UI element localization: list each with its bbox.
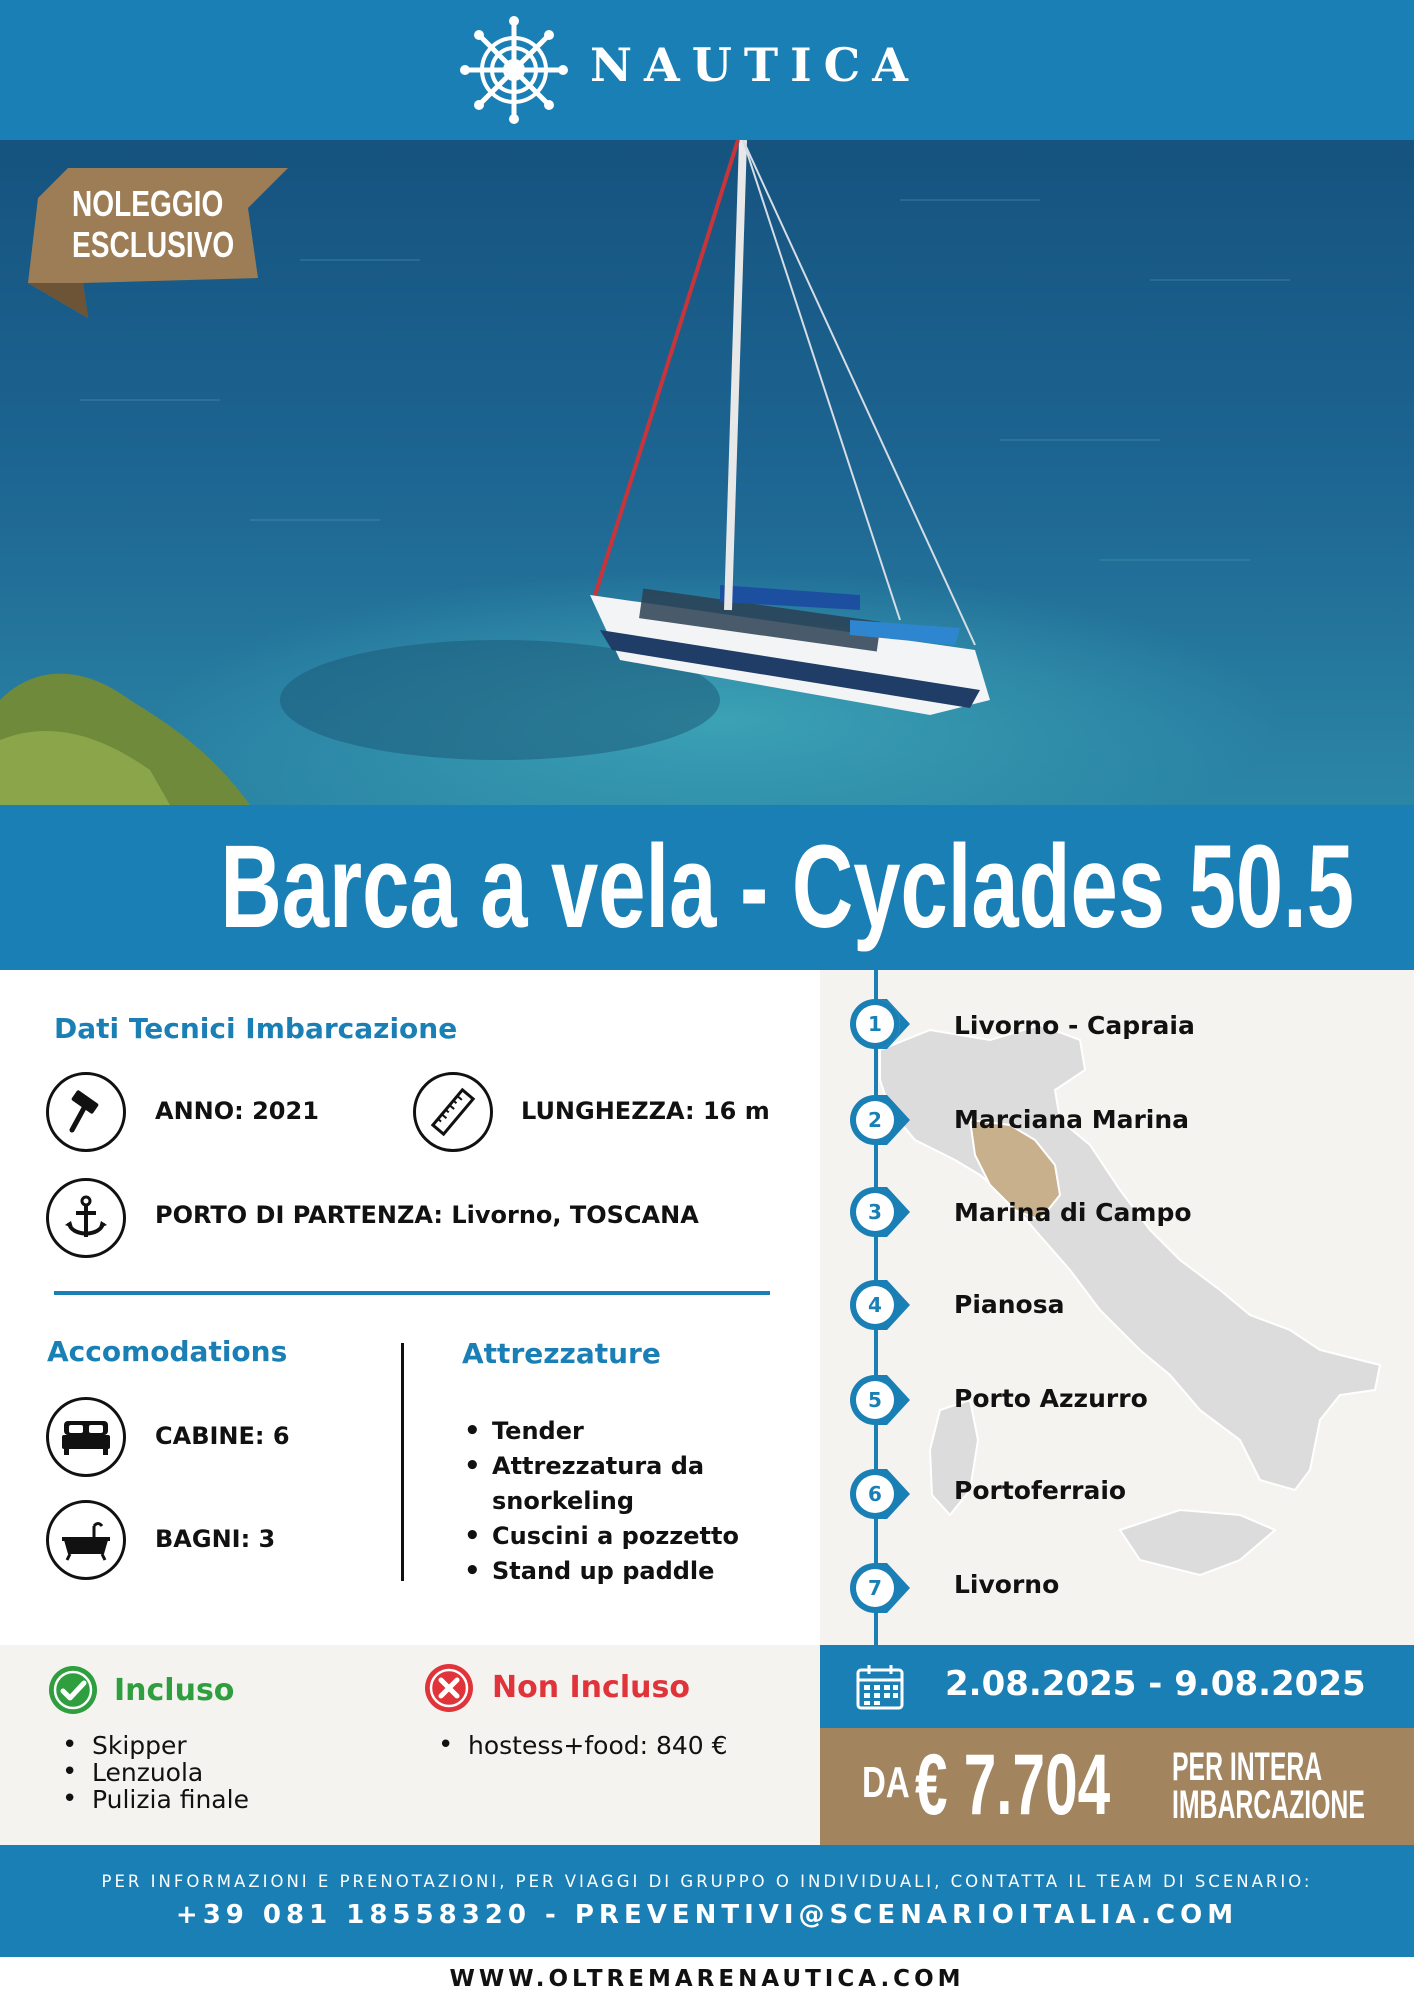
ruler-icon (413, 1072, 493, 1152)
contact-info[interactable]: +39 081 18558320 - PREVENTIVI@SCENARIOITALIA.COM (175, 1900, 1239, 1930)
column-divider (401, 1343, 404, 1581)
list-item: • Lenzuola (58, 1759, 249, 1786)
list-item: • Pulizia finale (58, 1786, 249, 1813)
x-circle-icon (423, 1662, 475, 1714)
price-amount: € 7.704 (915, 1737, 1111, 1833)
equipment-heading: Attrezzature (462, 1337, 661, 1370)
route-stop-marker: 2 (847, 1092, 913, 1148)
route-stop-marker: 7 (847, 1560, 913, 1616)
route-stop-marker: 3 (847, 1184, 913, 1240)
included-list (58, 1732, 249, 1813)
route-stop-marker: 5 (847, 1372, 913, 1428)
price-prefix: DA (862, 1758, 910, 1807)
route-stop-name: Marciana Marina (954, 1105, 1190, 1134)
route-stop-marker: 6 (847, 1466, 913, 1522)
list-item: • hostess+food: 840 € (434, 1732, 728, 1759)
porto-spec: PORTO DI PARTENZA: Livorno, TOSCANA (155, 1201, 699, 1229)
lunghezza-spec: LUNGHEZZA: 16 m (521, 1097, 770, 1125)
price-note: PER INTERA IMBARCAZIONE (1172, 1745, 1365, 1827)
included-heading: Incluso (114, 1673, 235, 1708)
check-circle-icon (47, 1664, 99, 1716)
bagni-spec: BAGNI: 3 (155, 1525, 276, 1553)
website-link[interactable]: WWW.OLTREMARENAUTICA.COM (0, 1958, 1414, 2000)
section-divider (54, 1291, 770, 1295)
route-stop-name: Marina di Campo (954, 1198, 1192, 1227)
list-item: • Tender (460, 1414, 739, 1449)
route-stop-marker: 4 (847, 1277, 913, 1333)
anchor-icon (46, 1178, 126, 1258)
anno-spec: ANNO: 2021 (155, 1097, 319, 1125)
hammer-icon (46, 1072, 126, 1152)
equipment-list (460, 1414, 739, 1589)
badge-text: ESCLUSIVO (72, 224, 235, 265)
cabine-spec: CABINE: 6 (155, 1422, 290, 1450)
page-title: Barca a vela - Cyclades 50.5 (220, 821, 1354, 953)
bed-icon (46, 1397, 126, 1477)
tech-data-heading: Dati Tecnici Imbarcazione (54, 1012, 458, 1045)
calendar-icon (855, 1662, 905, 1712)
route-stop-name: Livorno - Capraia (954, 1011, 1195, 1040)
route-stop-marker: 1 (847, 996, 913, 1052)
ship-wheel-icon (460, 16, 568, 124)
badge-text: NOLEGGIO (72, 183, 224, 224)
route-stop-name: Pianosa (954, 1290, 1065, 1319)
accomodations-heading: Accomodations (47, 1335, 288, 1368)
list-item: • Cuscini a pozzetto (460, 1519, 739, 1554)
route-stop-name: Livorno (954, 1570, 1060, 1599)
not-included-heading: Non Incluso (492, 1670, 690, 1705)
bathtub-icon (46, 1500, 126, 1580)
footer-info-text: PER INFORMAZIONI E PRENOTAZIONI, PER VIAGGI DI GRUPPO O INDIVIDUALI, CONTATTA IL TEAM DI SCENARIO: (101, 1872, 1313, 1891)
list-item: • Skipper (58, 1732, 249, 1759)
not-included-list (434, 1732, 728, 1759)
trip-dates: 2.08.2025 - 9.08.2025 (945, 1664, 1366, 1704)
route-stop-name: Portoferraio (954, 1476, 1127, 1505)
list-item: • Attrezzatura da snorkeling (460, 1449, 739, 1519)
brand-name: NAUTICA (590, 38, 920, 92)
list-item: • Stand up paddle (460, 1554, 739, 1589)
route-stop-name: Porto Azzurro (954, 1384, 1148, 1413)
